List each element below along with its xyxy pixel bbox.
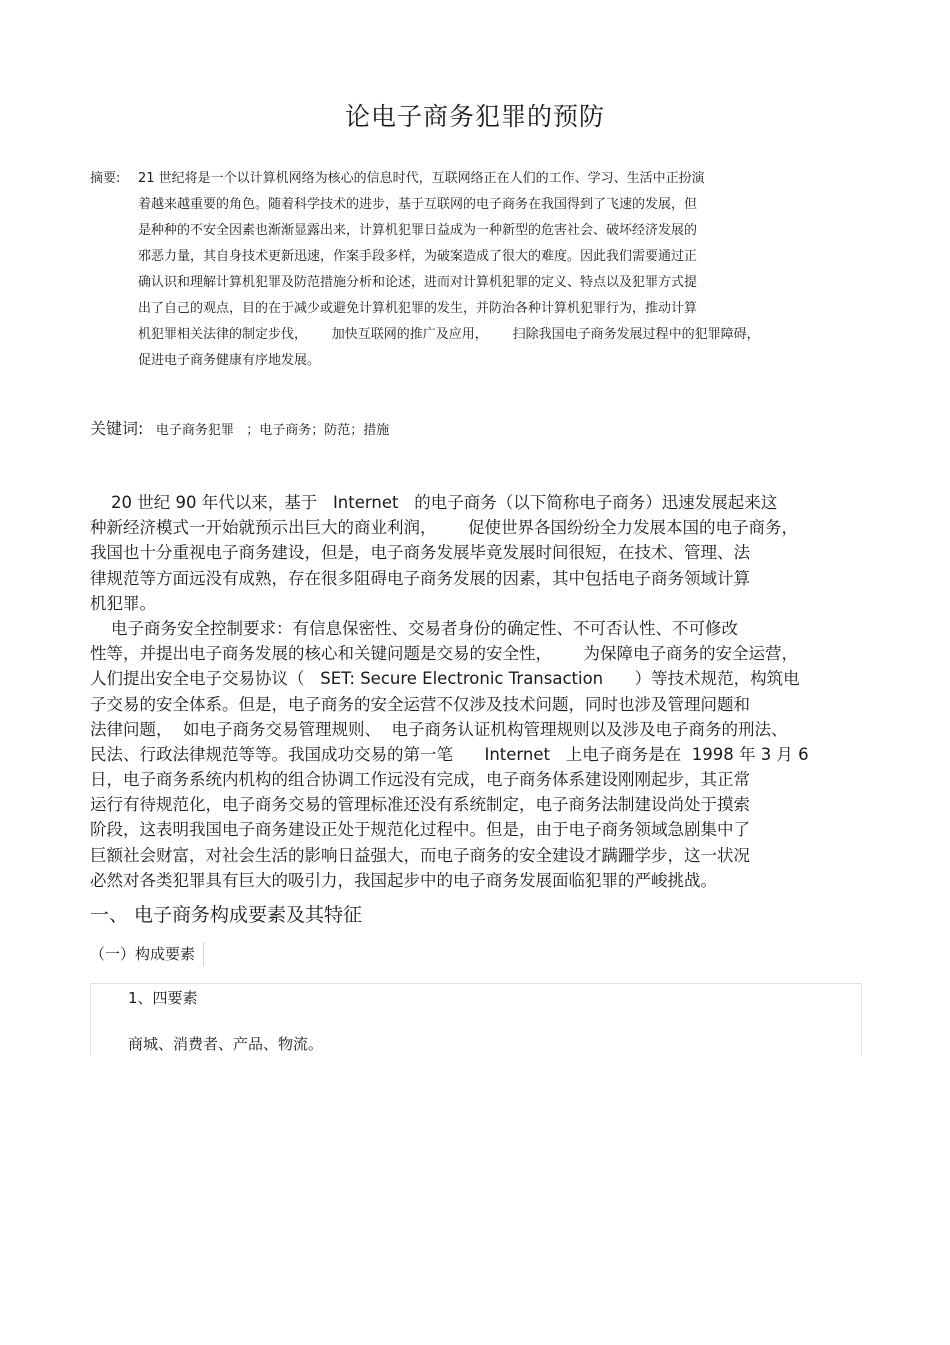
keywords [90, 418, 389, 442]
body-line: 法律问题， 如电子商务交易管理规则、 电子商务认证机构管理规则以及涉及电子商务的刑法、 [90, 719, 788, 739]
abstract-text [138, 170, 838, 378]
abstract-line: 出了自己的观点，目的在于减少或避免计算机犯罪的发生，并防治各种计算机犯罪行为，推动计算 [138, 301, 698, 316]
keywords-text: 电子商务犯罪 ；电子商务；防范；措施 [155, 423, 390, 438]
abstract-label: 摘要: [90, 171, 121, 186]
abstract-line: 促进电子商务健康有序地发展。 [138, 353, 321, 368]
item-text: 商城、消费者、产品、物流。 [128, 1035, 324, 1053]
document-title: 论电子商务犯罪的预防 [344, 102, 605, 131]
body-line: 巨额社会财富，对社会生活的影响日益强大，而电子商务的安全建设才蹒跚学步，这一状况 [90, 845, 750, 865]
abstract-line: 着越来越重要的角色。随着科学技术的进步，基于互联网的电子商务在我国得到了飞速的发展，但 [138, 197, 698, 212]
body-line: 子交易的安全体系。但是，电子商务的安全运营不仅涉及技术问题，同时也涉及管理问题和 [90, 694, 750, 714]
body-line: 我国也十分重视电子商务建设，但是，电子商务发展毕竟发展时间很短，在技术、管理、法 [90, 543, 750, 563]
body-line: 20 世纪 90 年代以来，基于 Internet 的电子商务（以下简称电子商务）迅速发展起来这 [90, 493, 778, 512]
abstract-line: 21 世纪将是一个以计算机网络为核心的信息时代，互联网络正在人们的工作、学习、生活中正扮演 [138, 171, 705, 186]
section-heading: 一、 电子商务构成要素及其特征 [90, 904, 363, 926]
body-line: 电子商务安全控制要求：有信息保密性、交易者身份的确定性、不可否认性、不可修改 [90, 618, 738, 638]
body-line: 民法、行政法律规范等等。我国成功交易的第一笔 Internet 上电子商务是在 1998 年 3 月 6 [90, 744, 809, 764]
body-line: 律规范等方面远没有成熟，存在很多阻碍电子商务发展的因素，其中包括电子商务领域计算 [90, 568, 750, 588]
body-line: 必然对各类犯罪具有巨大的吸引力，我国起步中的电子商务发展面临犯罪的严峻挑战。 [90, 870, 717, 890]
body-line: 日，电子商务系统内机构的组合协调工作远没有完成，电子商务体系建设刚刚起步，其正常 [90, 770, 750, 790]
body-line: 运行有待规范化，电子商务交易的管理标准还没有系统制定，电子商务法制建设尚处于摸索 [90, 795, 750, 815]
body-line: 机犯罪。 [90, 593, 156, 613]
keywords-label: 关键词: [90, 419, 144, 438]
abstract-line: 是种种的不安全因素也渐渐显露出来，计算机犯罪日益成为一种新型的危害社会、破坏经济发展的 [138, 223, 698, 238]
body-line: 性等，并提出电子商务发展的核心和关键问题是交易的安全性， 为保障电子商务的安全运营， [90, 644, 798, 664]
item-heading: 1、四要素 [128, 989, 198, 1007]
body-line: 人们提出安全电子交易协议（ SET: Secure Electronic Transaction ）等技术规范，构筑电 [90, 669, 800, 689]
body-text [90, 492, 870, 895]
body-line: 阶段，这表明我国电子商务建设正处于规范化过程中。但是，由于电子商务领域急剧集中了 [90, 820, 750, 840]
abstract-line: 邪恶力量，其自身技术更新迅速，作案手段多样，为破案造成了很大的难度。因此我们需要通过正 [138, 249, 698, 264]
abstract-line: 机犯罪相关法律的制定步伐， 加快互联网的推广及应用， 扫除我国电子商务发展过程中的犯罪障碍， [138, 327, 760, 342]
body-line: 种新经济模式一开始就预示出巨大的商业利润， 促使世界各国纷纷全力发展本国的电子商务， [90, 518, 798, 538]
subsection-heading: （一）构成要素 [90, 942, 204, 966]
abstract-line: 确认识和理解计算机犯罪及防范措施分析和论述，进而对计算机犯罪的定义、特点以及犯罪方式提 [138, 275, 698, 290]
